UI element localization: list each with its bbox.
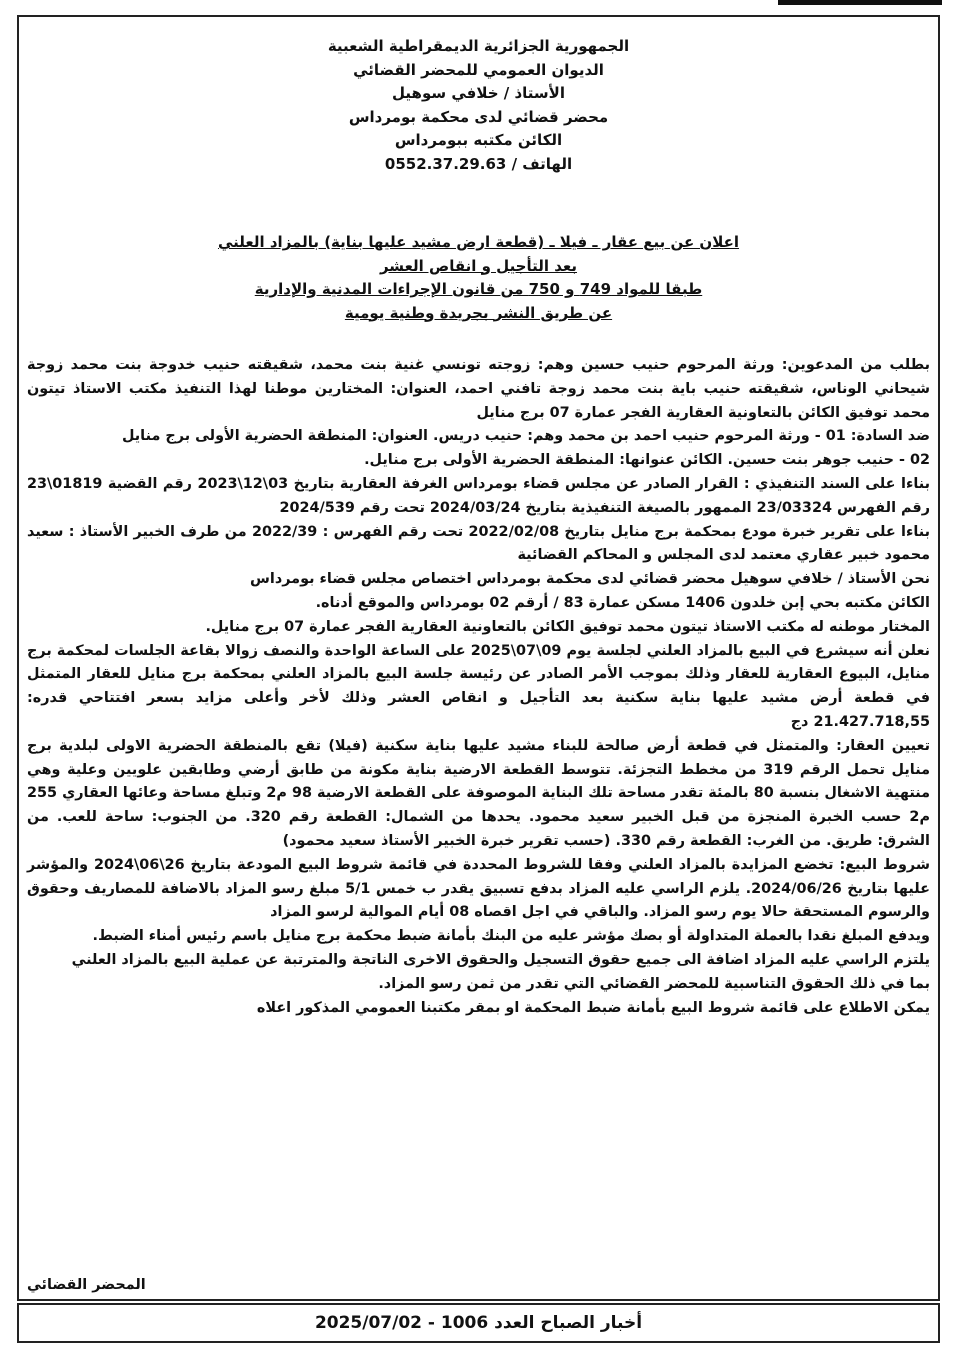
body-paragraph: نحن الأستاذ / خلافي سوهيل محضر قضائي لدى محكمة بومرداس اختصاص مجلس قضاء بومرداس [250,571,930,588]
body-paragraph: بما في ذلك الحقوق التناسبية للمحضر القضائي التي تقدر من ثمن رسو المزاد. [378,975,930,992]
notice-title-line: عن طريق النشر بجريدة وطنية يومية [344,303,613,322]
letterhead-line: الكائن مكتبه ببومرداس [394,131,563,150]
body-paragraph: ضد السادة: 01 - ورثة المرحوم حنيب احمد بن محمد وهم: حنيب دريس. العنوان: المنطقة الحضرية الأولى برج منايل [121,428,930,445]
announcement-frame [17,15,940,1301]
body-paragraph: المختار موطنه له مكتب الاستاذ تيتون محمد توفيق الكائن بالتعاونية العقارية الفجر عمارة 07 برج منايل. [205,618,930,635]
letterhead [19,35,938,177]
body-paragraph: ويدفع المبلغ نقدا بالعملة المتداولة أو بصك مؤشر عليه من البنك بأمانة ضبط محكمة برج منايل باسم رئيس أمناء الضبط. [92,928,930,945]
signature: المحضر القضائي [27,1277,146,1293]
top-corner-bar [778,0,942,5]
body-paragraph: الكائن مكتبه بحي إبن خلدون 1406 مسكن عمارة 83 / أرقم 02 بومرداس والموقع أدناه. [315,594,930,611]
body-paragraph: يلتزم الراسي عليه المزاد اضافة الى جميع حقوق التسجيل والحقوق الاخرى الناتجة والمترتبة عن عملية البيع بالمزاد العلني [71,951,930,968]
phone-line: الهاتف / 0552.37.29.63 [384,154,573,173]
newspaper-footer: أخبار الصباح العدد 1006 - 2025/07/02 [17,1303,940,1343]
body-paragraph: شروط البيع: تخضع المزايدة بالمزاد العلني وفقا للشروط المحددة في قائمة شروط البيع المودعة بتاريخ 26\06\2024 والمؤشر عليها بتاريخ 2024/06/26. يلزم الراسي عليه المزاد بدفع تسبيق يقدر ب خمس 5/1 مبلغ رسو المزاد بالاضافة للمصاريف وحقوق والرسوم المستحقة حالا يوم رسو المزاد. والباقي في اجل اقصاه 08 أيام الموالية لرسو المزاد [27,856,931,921]
body-paragraph: بطلب من المدعوين: ورثة المرحوم حنيب حسين وهم: زوجته تونسي غنية بنت محمد، شقيقته حنيب خدوجة بنت محمد زوجة شيحاني الوناس، شقيقته حنيب باية بنت محمد زوجة تافني احمد، العنوان: المختارين موطنا لهذا التنفيذ مكتب الاستاذ تيتون محمد توفيق الكائن بالتعاونية العقارية الفجر عمارة 07 برج منايل [27,357,930,421]
notice-title-line: طبقا للمواد 749 و 750 من قانون الإجراءات المدنية والإدارية [254,280,703,298]
body-paragraph: يمكن الاطلاع على قائمة شروط البيع بأمانة ضبط المحكمة او بمقر مكتبنا العمومي المذكور اعلاه [256,999,930,1016]
body-paragraph: تعيين العقار: والمتمثل في قطعة أرض صالحة للبناء مشيد عليها بناية سكنية (فيلا) تقع بالمنطقة الحضرية الاولى لبلدية برج منايل تحمل الرقم 319 من مخطط التجزئة. تتوسط القطعة الارضية بناية مكونة من طابق أرضي وطابقين علويين وعلية وهي منتهية الاشغال بنسبة 80 بالمئة تقدر مساحة تلك البناية الموصوفة على القطعة الارضية 98 م2 وتبلغ مساحة وعائها العقاري 255 م2 حسب الخبرة المنجزة من قبل الخبير سعيد محمود. يحدها من الشمال: القطعة رقم 320. من الجنوب: ساحة للعب. من الشرق: طريق. من الغرب: القطعة رقم 330. (حسب تقرير خبرة الخبير الأستاذ سعيد محمود) [27,737,930,849]
letterhead-line: محضر قضائي لدى محكمة بومرداس [348,107,609,126]
notice-title [79,231,878,325]
letterhead-line: الأستاذ / خلافي سوهيل [392,84,565,103]
body-paragraph: بناءا على تقرير خبرة مودع بمحكمة برج منايل بتاريخ 2022/02/08 تحت رقم الفهرس : 2022/39 من طرف الخبير الأستاذ : سعيد محمود خبير عقاري معتمد لدى المجلس و المحاكم القضائية [27,523,930,564]
body-paragraph: بناءا على السند التنفيذي : القرار الصادر عن مجلس قضاء بومرداس الغرفة العقارية بتاريخ 03\12\2023 رقم القضية 01819\23 رقم الفهرس 23/03324 الممهور بالصيغة التنفيذية بتاريخ 2024/03/24 تحت رقم 2024/539 [27,475,930,516]
notice-title-line: بعد التأجيل و انقاص العشر [379,256,578,275]
notice-title-line: اعلان عن بيع عقار ـ فيلا ـ (قطعة ارض مشيد عليها بناية) بالمزاد العلني [217,233,740,251]
announcement-body [27,354,930,1020]
letterhead-line: الديوان العمومي للمحضر القضائي [353,60,604,79]
body-paragraph: 02 - حنيب جوهر بنت حسين. الكائن عنوانها: المنطقة الحضرية الأولى برج منايل. [364,452,930,469]
letterhead-line: الجمهورية الجزائرية الديمقراطية الشعبية [327,37,630,55]
body-paragraph: نعلن أنه سيشرع في البيع بالمزاد العلني لجلسة يوم 09\07\2025 على الساعة الواحدة والنصف زوالا بقاعة الجلسات لمحكمة برج منايل، البيوع العقارية للعقار وذلك بموجب الأمر الصادر عن رئيسة جلسة البيع بالمزاد العلني بمحكمة برج منايل للعقار المتمثل في قطعة أرض مشيد عليها بناية سكنية بعد التأجيل و انقاص العشر وذلك لأخر وأعلى مزايد بسعر افتتاحي قدره: 21.427.718,55 دج [27,642,930,730]
